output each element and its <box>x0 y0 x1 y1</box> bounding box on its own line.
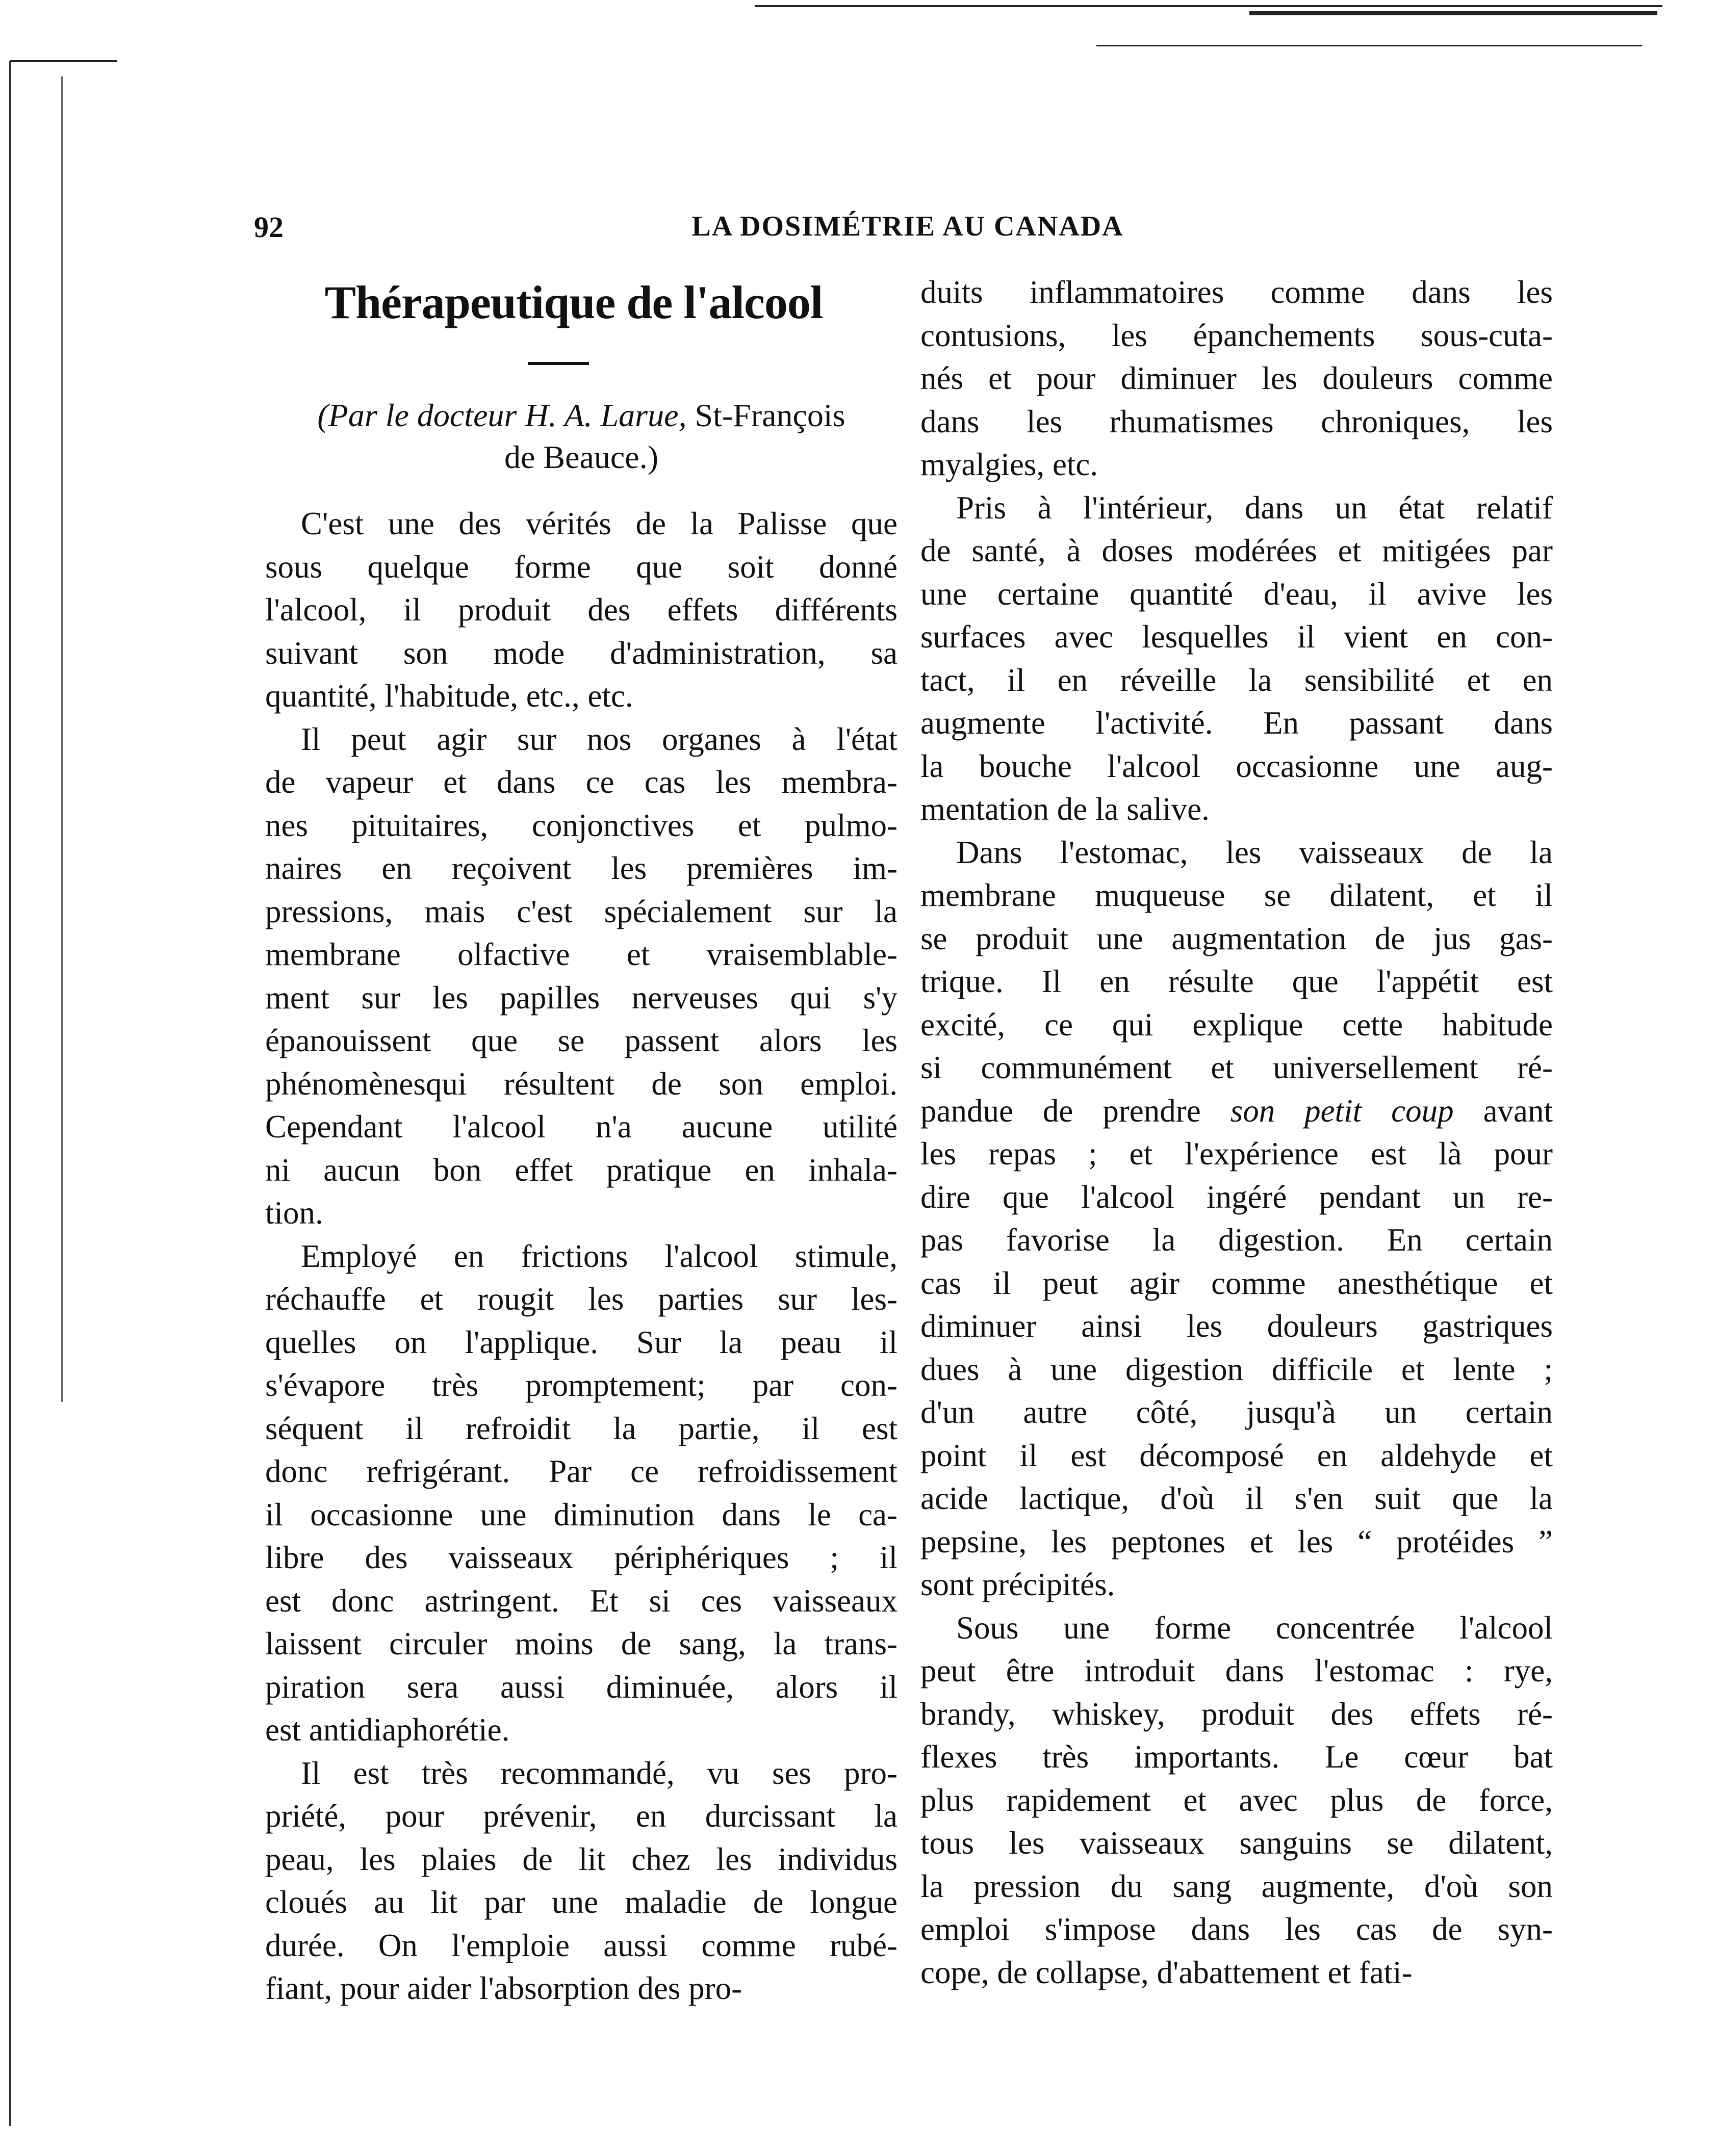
text-line: acide lactique, d'où il s'en suit que la <box>920 1480 1553 1516</box>
text-line: dire que l'alcool ingéré pendant un re- <box>920 1179 1553 1215</box>
title-divider <box>528 362 589 365</box>
text-line: de santé, à doses modérées et mitigées par <box>920 533 1553 568</box>
text-line: trique. Il en résulte que l'appétit est <box>920 964 1553 999</box>
text-line: point il est décomposé en aldehyde et <box>920 1437 1553 1473</box>
text-line: membrane muqueuse se dilatent, et il <box>920 877 1553 913</box>
text-line: ni aucun bon effet pratique en inhala- <box>265 1152 898 1188</box>
text-line: laissent circuler moins de sang, la trans- <box>265 1626 898 1661</box>
text-line: dues à une digestion difficile et lente ; <box>920 1351 1553 1387</box>
text-line: peut être introduit dans l'estomac : rye, <box>920 1653 1553 1689</box>
text-line: priété, pour prévenir, en durcissant la <box>265 1798 898 1834</box>
scan-edge-left <box>9 61 11 2126</box>
italic-phrase: son petit coup <box>1230 1093 1454 1129</box>
text-line: augmente l'activité. En passant dans <box>920 705 1553 741</box>
text-line: s'évapore très promptement; par con- <box>265 1367 898 1403</box>
text-line: Cependant l'alcool n'a aucune utilité <box>265 1109 898 1145</box>
text-line: peau, les plaies de lit chez les individus <box>265 1841 898 1877</box>
scan-edge-left <box>61 76 63 1402</box>
running-head: LA DOSIMÉTRIE AU CANADA <box>691 211 1124 242</box>
scan-edge-top <box>10 60 117 62</box>
text-line: excité, ce qui explique cette habitude <box>920 1006 1553 1043</box>
text-line: durée. On l'emploie aussi comme rubé- <box>265 1927 898 1963</box>
text-line: piration sera aussi diminuée, alors il <box>265 1669 898 1705</box>
text-line: brandy, whiskey, produit des effets ré- <box>920 1696 1553 1732</box>
article-title: Thérapeutique de l'alcool <box>324 276 823 328</box>
byline-place: St-François <box>686 397 845 433</box>
text-segment: pandue de prendre <box>920 1093 1230 1129</box>
text-line: C'est une des vérités de la Palisse que <box>301 506 898 541</box>
text-line: Sous une forme concentrée l'alcool <box>956 1609 1553 1646</box>
text-line: Pris à l'intérieur, dans un état relatif <box>956 489 1553 526</box>
text-line: d'un autre côté, jusqu'à un certain <box>920 1394 1553 1430</box>
scan-edge-top <box>1249 11 1657 15</box>
text-line: Dans l'estomac, les vaisseaux de la <box>956 834 1553 870</box>
text-line: pas favorise la digestion. En certain <box>920 1222 1553 1258</box>
text-line: mentation de la salive. <box>920 791 1210 827</box>
text-line: réchauffe et rougit les parties sur les- <box>265 1281 898 1317</box>
text-line: une certaine quantité d'eau, il avive les <box>920 576 1553 612</box>
text-line: tact, il en réveille la sensibilité et en <box>920 662 1553 698</box>
text-line: ment sur les papilles nerveuses qui s'y <box>265 979 898 1016</box>
text-line: pressions, mais c'est spécialement sur la <box>265 893 898 929</box>
text-line: membrane olfactive et vraisemblable- <box>265 937 898 972</box>
text-line: la bouche l'alcool occasionne une aug- <box>920 748 1553 784</box>
text-line: sous quelque forme que soit donné <box>265 549 898 585</box>
paragraph <box>265 718 898 1235</box>
text-line: plus rapidement et avec plus de force, <box>920 1782 1553 1818</box>
text-line: Il peut agir sur nos organes à l'état <box>301 721 898 757</box>
paragraph <box>920 1606 1553 1994</box>
paragraph <box>920 831 1553 1606</box>
text-line: suivant son mode d'administration, sa <box>265 635 898 671</box>
text-line: l'alcool, il produit des effets différents <box>265 592 898 628</box>
text-line: cas il peut agir comme anesthétique et <box>920 1265 1553 1301</box>
text-line: Il est très recommandé, vu ses pro- <box>301 1755 898 1791</box>
text-line: naires en reçoivent les premières im- <box>265 850 898 886</box>
text-line: Employé en frictions l'alcool stimule, <box>301 1238 898 1274</box>
text-line: emploi s'impose dans les cas de syn- <box>920 1911 1553 1947</box>
right-column <box>920 271 1553 1994</box>
page-number: 92 <box>254 211 284 244</box>
text-line: cope, de collapse, d'abattement et fati- <box>920 1954 1413 1990</box>
byline-line2: de Beauce.) <box>504 439 659 475</box>
text-line: surfaces avec lesquelles il vient en con- <box>920 619 1553 655</box>
text-line: tion. <box>265 1195 323 1231</box>
byline-author: (Par le docteur H. A. Larue, <box>317 397 687 433</box>
text-line: se produit une augmentation de jus gas- <box>920 920 1553 956</box>
text-line: est antidiaphorétie. <box>265 1712 510 1748</box>
text-segment: avant <box>1453 1093 1553 1129</box>
text-line: quelles on l'applique. Sur la peau il <box>265 1324 898 1360</box>
text-line: contusions, les épanchements sous-cuta- <box>920 317 1553 353</box>
text-line <box>920 1089 1553 1133</box>
paragraph <box>265 502 898 718</box>
text-line: duits inflammatoires comme dans les <box>920 274 1553 310</box>
text-line: il occasionne une diminution dans le ca- <box>265 1496 898 1532</box>
text-line: est donc astringent. Et si ces vaisseaux <box>265 1582 898 1619</box>
paragraph <box>265 1235 898 1752</box>
text-line: diminuer ainsi les douleurs gastriques <box>920 1308 1553 1344</box>
text-line: nés et pour diminuer les douleurs comme <box>920 360 1553 396</box>
text-line: libre des vaisseaux périphériques ; il <box>265 1540 898 1575</box>
text-line: la pression du sang augmente, d'où son <box>920 1868 1553 1904</box>
text-line: pepsine, les peptones et les “ protéides ” <box>920 1523 1553 1560</box>
byline <box>265 397 898 434</box>
text-line: phénomènesqui résultent de son emploi. <box>265 1066 898 1102</box>
scan-edge-top <box>755 5 1662 7</box>
text-line: quantité, l'habitude, etc., etc. <box>265 678 633 714</box>
left-column <box>265 502 898 2010</box>
text-line: dans les rhumatismes chroniques, les <box>920 403 1553 439</box>
text-line: les repas ; et l'expérience est là pour <box>920 1136 1553 1172</box>
text-line: nes pituitaires, conjonctives et pulmo- <box>265 807 898 843</box>
text-line: fiant, pour aider l'absorption des pro- <box>265 1970 742 2006</box>
text-line: de vapeur et dans ce cas les membra- <box>265 764 898 800</box>
paragraph <box>265 1752 898 2010</box>
text-line: cloués au lit par une maladie de longue <box>265 1884 898 1920</box>
text-line: myalgies, etc. <box>920 447 1098 482</box>
paragraph <box>920 271 1553 486</box>
text-line: sont précipités. <box>920 1567 1115 1602</box>
paragraph <box>920 486 1553 831</box>
text-line: flexes très importants. Le cœur bat <box>920 1739 1553 1775</box>
text-line: tous les vaisseaux sanguins se dilatent, <box>920 1825 1553 1861</box>
text-line: séquent il refroidit la partie, il est <box>265 1410 898 1446</box>
text-line: si communément et universellement ré- <box>920 1050 1553 1085</box>
text-line: épanouissent que se passent alors les <box>265 1023 898 1058</box>
text-line: donc refrigérant. Par ce refroidissement <box>265 1453 898 1489</box>
scan-edge-top <box>1096 45 1642 46</box>
